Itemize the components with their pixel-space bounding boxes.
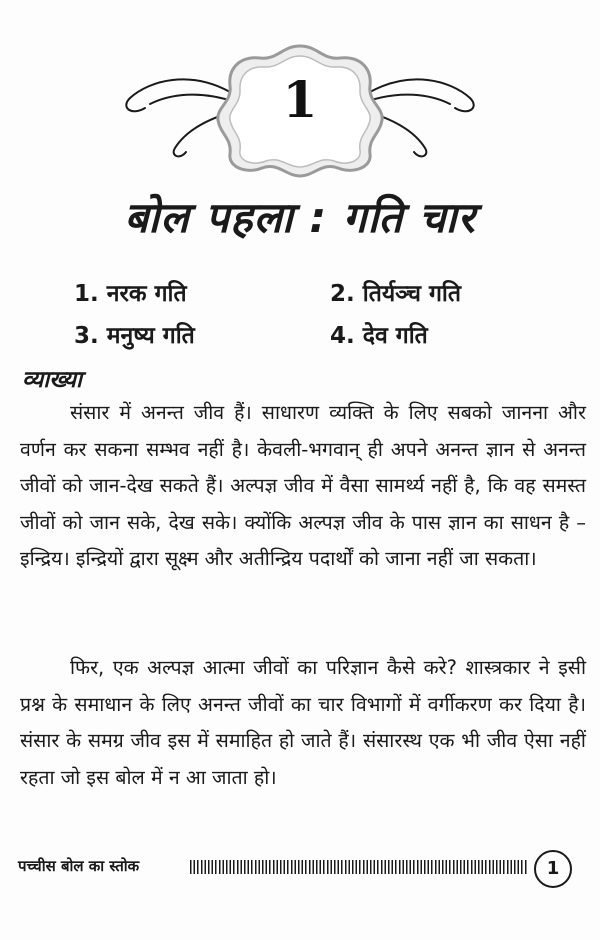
chapter-number: 1 — [282, 70, 318, 129]
list-item: 3. मनुष्य गति — [74, 323, 195, 349]
page-number: 1 — [534, 850, 572, 888]
footer-rule — [190, 860, 528, 874]
page-footer — [18, 850, 580, 886]
page-title: बोल पहला : गति चार — [124, 193, 476, 242]
section-heading: व्याख्या — [22, 367, 82, 393]
list-item: 1. नरक गति — [74, 281, 187, 307]
list-item: 2. तिर्यञ्च गति — [330, 281, 461, 307]
body-paragraph: फिर, एक अल्पज्ञ आत्मा जीवों का परिज्ञान कैसे करे? शास्त्रकार ने इसी प्रश्न के समाधान के लिए अनन्त जीवों का चार विभागों में वर्गीकरण कर दिया है। संसार के समग्र जीव इस में समाहित हो जाते हैं। संसारस्थ एक भी जीव ऐसा नहीं रहता जो इस बोल में न आ जाता हो। — [20, 656, 586, 789]
list-item: 4. देव गति — [330, 323, 428, 349]
body-paragraph: संसार में अनन्त जीव हैं। साधारण व्यक्ति के लिए सबको जानना और वर्णन कर सकना सम्भव नहीं है। केवली-भगवान् ही अपने अनन्त ज्ञान से अनन्त जीवों को जान-देख सकते हैं। अल्पज्ञ जीव में वैसा सामर्थ्य नहीं है, कि वह समस्त जीवों को जान सके, देख सके। क्योंकि अल्पज्ञ जीव के पास ज्ञान का साधन है – इन्द्रिय। इन्द्रियों द्वारा सूक्ष्म और अतीन्द्रिय पदार्थों को जाना नहीं जा सकता। — [20, 401, 586, 571]
gati-list — [74, 276, 534, 354]
running-title: पच्चीस बोल का स्तोक — [18, 857, 140, 875]
